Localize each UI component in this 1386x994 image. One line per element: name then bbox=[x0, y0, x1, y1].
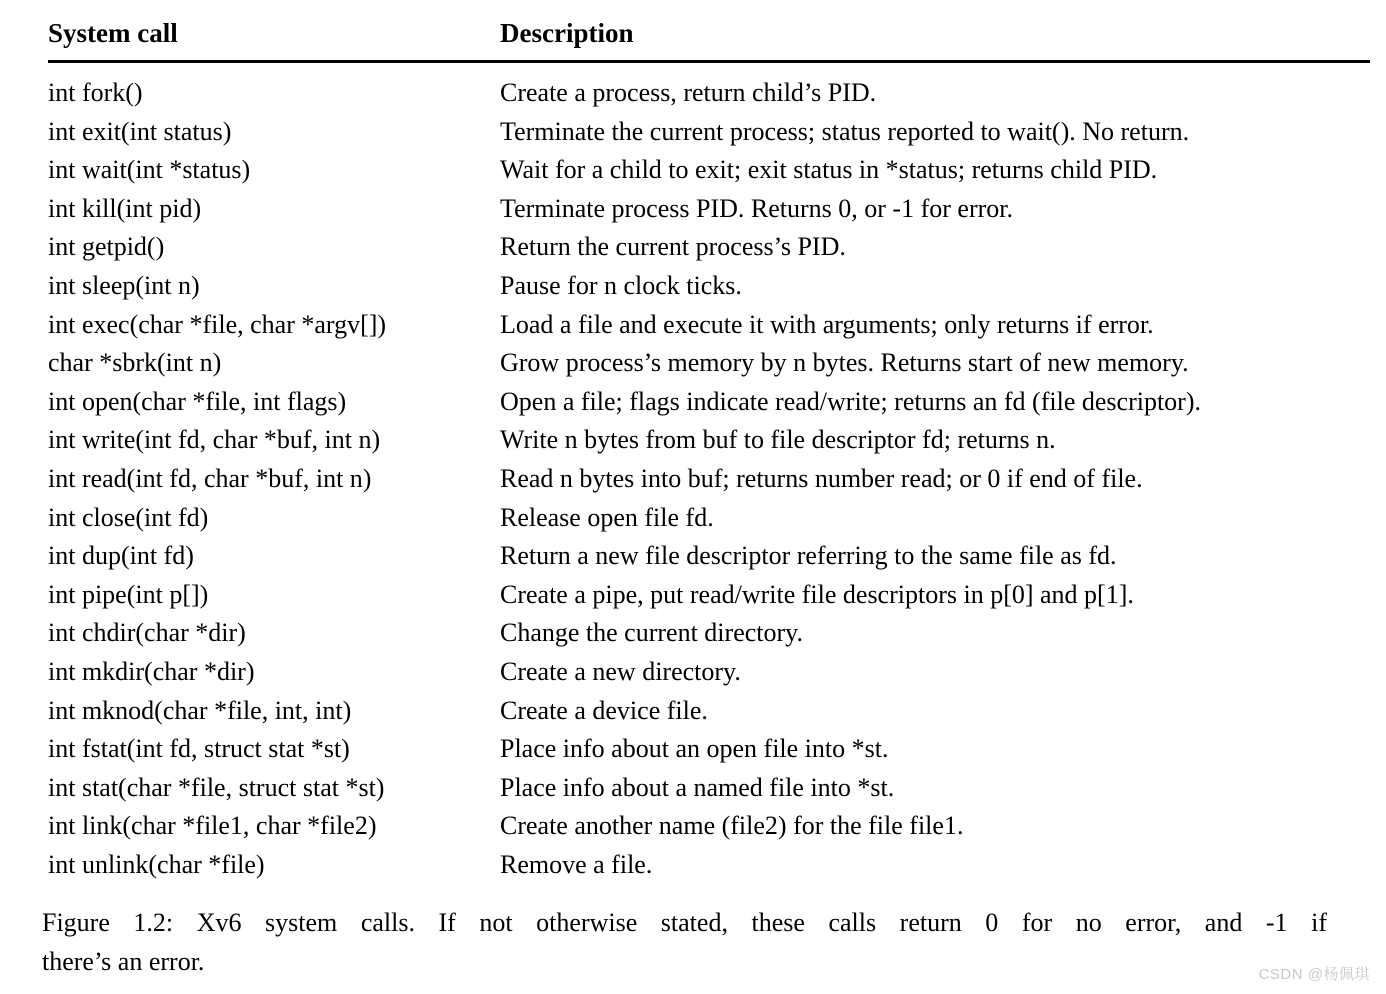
table-row bbox=[48, 769, 1370, 808]
cell-system-call: int stat(char *file, struct stat *st) bbox=[48, 772, 385, 802]
column-header-description: Description bbox=[500, 18, 634, 48]
table-row bbox=[48, 383, 1370, 422]
cell-description: Open a file; flags indicate read/write; returns an fd (file descriptor). bbox=[500, 386, 1201, 416]
table-row bbox=[48, 576, 1370, 615]
table-row bbox=[48, 228, 1370, 267]
cell-description: Write n bytes from buf to file descriptor fd; returns n. bbox=[500, 425, 1056, 455]
cell-description: Create another name (file2) for the file file1. bbox=[500, 811, 964, 841]
table-row bbox=[48, 846, 1370, 885]
cell-description: Place info about an open file into *st. bbox=[500, 734, 889, 764]
cell-system-call: int fork() bbox=[48, 78, 143, 107]
cell-system-call: int mkdir(char *dir) bbox=[48, 656, 255, 686]
cell-description: Remove a file. bbox=[500, 849, 653, 879]
cell-description: Read n bytes into buf; returns number read; or 0 if end of file. bbox=[500, 463, 1143, 493]
table-header-row bbox=[48, 16, 1370, 62]
cell-system-call: int close(int fd) bbox=[48, 502, 209, 532]
table-row bbox=[48, 692, 1370, 731]
table-row bbox=[48, 807, 1370, 846]
table-row bbox=[48, 344, 1370, 383]
cell-description: Place info about a named file into *st. bbox=[500, 772, 895, 802]
table-row bbox=[48, 460, 1370, 499]
cell-system-call: int unlink(char *file) bbox=[48, 849, 265, 879]
cell-system-call: int write(int fd, char *buf, int n) bbox=[48, 425, 381, 455]
cell-description: Pause for n clock ticks. bbox=[500, 270, 742, 300]
cell-system-call: int kill(int pid) bbox=[48, 193, 202, 223]
cell-description: Release open file fd. bbox=[500, 502, 714, 532]
csdn-watermark: CSDN @杨佩琪 bbox=[1258, 966, 1370, 983]
cell-system-call: int getpid() bbox=[48, 232, 165, 262]
cell-description: Create a new directory. bbox=[500, 656, 741, 686]
cell-description: Grow process’s memory by n bytes. Returns start of new memory. bbox=[500, 348, 1189, 378]
cell-description: Wait for a child to exit; exit status in *status; returns child PID. bbox=[500, 155, 1158, 185]
table-header bbox=[48, 16, 1370, 62]
cell-description: Return the current process’s PID. bbox=[500, 232, 846, 262]
cell-system-call: int dup(int fd) bbox=[48, 541, 194, 571]
cell-system-call: int open(char *file, int flags) bbox=[48, 386, 347, 416]
cell-system-call: int exec(char *file, char *argv[]) bbox=[48, 309, 387, 339]
cell-description: Terminate process PID. Returns 0, or -1 for error. bbox=[500, 193, 1013, 223]
table-row bbox=[48, 190, 1370, 229]
cell-description: Create a device file. bbox=[500, 695, 708, 725]
figure-caption bbox=[42, 903, 1327, 981]
table-row bbox=[48, 653, 1370, 692]
table-row bbox=[48, 306, 1370, 345]
cell-system-call: int exit(int status) bbox=[48, 116, 232, 146]
cell-system-call: int chdir(char *dir) bbox=[48, 618, 246, 648]
cell-system-call: int mknod(char *file, int, int) bbox=[48, 695, 352, 725]
table-row bbox=[48, 113, 1370, 152]
figure-caption-line-1: Figure 1.2: Xv6 system calls. If not otherwise stated, these calls return 0 for no error, and -1 if bbox=[42, 908, 1327, 937]
table-body bbox=[48, 62, 1370, 885]
cell-system-call: int link(char *file1, char *file2) bbox=[48, 811, 377, 841]
table-row bbox=[48, 614, 1370, 653]
cell-system-call: int wait(int *status) bbox=[48, 155, 251, 185]
cell-description: Change the current directory. bbox=[500, 618, 803, 648]
cell-system-call: int sleep(int n) bbox=[48, 270, 200, 300]
table-row bbox=[48, 62, 1370, 113]
table-row bbox=[48, 537, 1370, 576]
cell-description: Load a file and execute it with arguments; only returns if error. bbox=[500, 309, 1154, 339]
cell-description: Return a new file descriptor referring to the same file as fd. bbox=[500, 541, 1117, 571]
system-call-table bbox=[48, 16, 1370, 884]
cell-description: Create a pipe, put read/write file descriptors in p[0] and p[1]. bbox=[500, 579, 1134, 609]
table-row bbox=[48, 267, 1370, 306]
table-row bbox=[48, 499, 1370, 538]
cell-description: Create a process, return child’s PID. bbox=[500, 78, 877, 107]
column-header-system-call: System call bbox=[48, 18, 178, 48]
table-row bbox=[48, 421, 1370, 460]
cell-system-call: int fstat(int fd, struct stat *st) bbox=[48, 734, 350, 764]
figure-caption-line-2: there’s an error. bbox=[42, 947, 205, 976]
table-row bbox=[48, 730, 1370, 769]
cell-system-call: int pipe(int p[]) bbox=[48, 579, 209, 609]
cell-system-call: char *sbrk(int n) bbox=[48, 348, 222, 378]
cell-system-call: int read(int fd, char *buf, int n) bbox=[48, 463, 372, 493]
table-row bbox=[48, 151, 1370, 190]
cell-description: Terminate the current process; status reported to wait(). No return. bbox=[500, 116, 1190, 146]
